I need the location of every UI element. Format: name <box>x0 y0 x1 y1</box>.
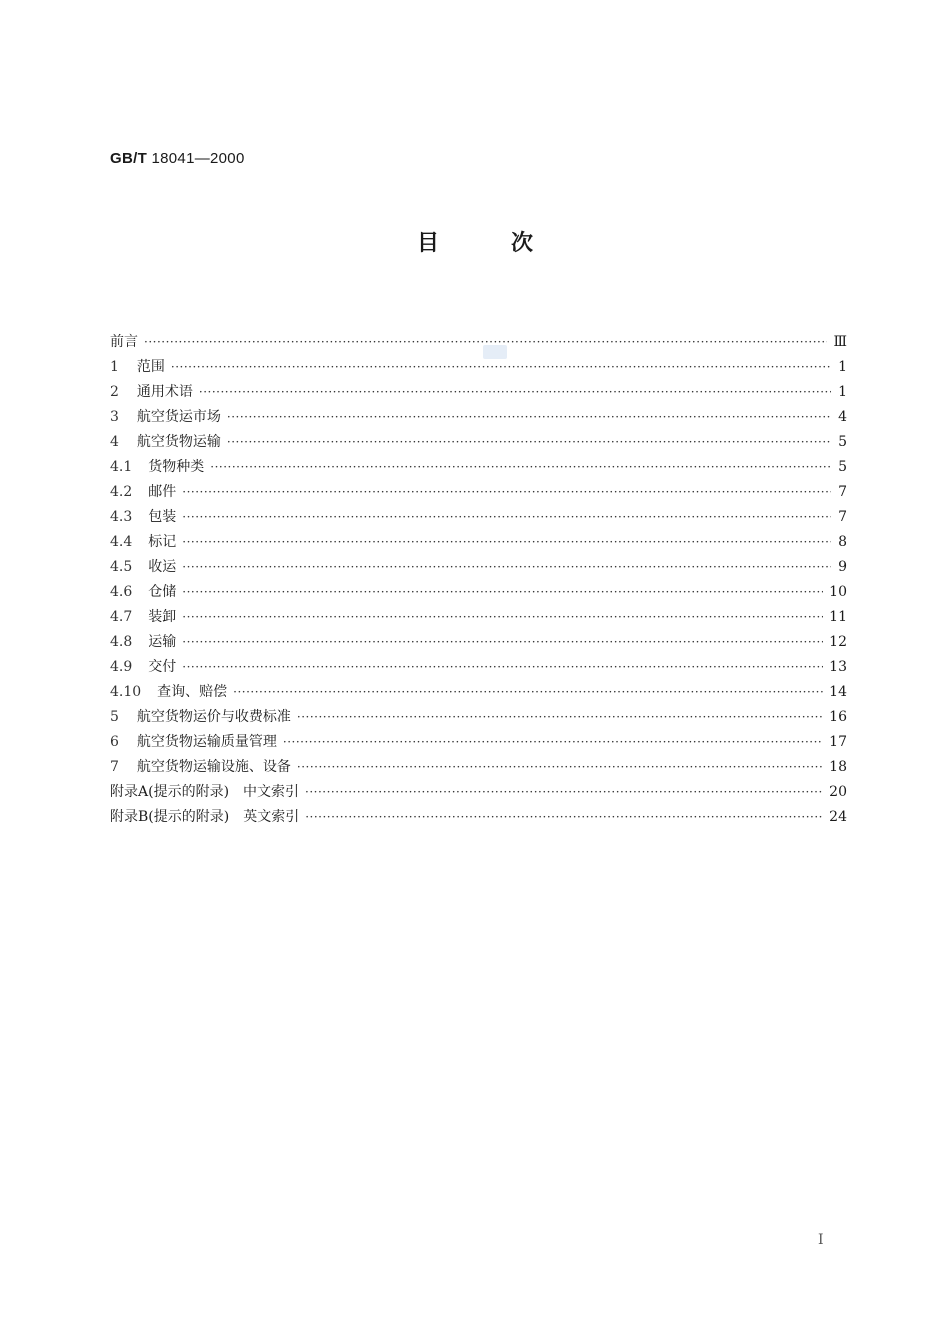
toc-entry-number: 3 <box>110 409 119 425</box>
toc-leader-dots <box>210 455 831 480</box>
toc-entry[interactable] <box>110 630 847 655</box>
toc-entry-label: 标记 <box>148 534 177 550</box>
toc-entry-number: 4.1 <box>110 459 133 475</box>
toc-entry-page: 11 <box>829 609 847 625</box>
toc-entry[interactable] <box>110 505 847 530</box>
toc-entry-label: 航空货物运输质量管理 <box>136 734 277 750</box>
toc-entry[interactable] <box>110 605 847 630</box>
toc-entry-label: 航空货物运价与收费标准 <box>136 709 291 725</box>
toc-entry-page: 13 <box>829 659 847 675</box>
toc-entry-number: 4.9 <box>110 659 133 675</box>
toc-entry-label: 范围 <box>136 359 165 375</box>
toc-entry-number: 4.4 <box>110 534 133 550</box>
toc-entry-label: 仓储 <box>148 584 177 600</box>
toc-entry-number: 4.3 <box>110 509 133 525</box>
toc-entry[interactable] <box>110 330 847 355</box>
toc-entry-label: 通用术语 <box>136 384 193 400</box>
toc-entry-number: 2 <box>110 384 119 400</box>
toc-entry[interactable] <box>110 480 847 505</box>
toc-entry[interactable] <box>110 730 847 755</box>
toc-entry[interactable] <box>110 655 847 680</box>
toc-entry-number: 4.8 <box>110 634 133 650</box>
toc-entry[interactable] <box>110 780 847 805</box>
table-of-contents <box>110 330 847 830</box>
toc-entry-number: 1 <box>110 359 119 375</box>
toc-entry-page: 4 <box>838 409 847 425</box>
toc-entry-page: Ⅲ <box>833 334 847 350</box>
toc-entry-page: 1 <box>838 384 847 400</box>
toc-entry-label: 包装 <box>148 509 177 525</box>
toc-entry-number: 7 <box>110 759 119 775</box>
toc-entry-label: 前言 <box>110 334 138 350</box>
toc-entry-page: 24 <box>829 809 847 825</box>
toc-entry-number: 6 <box>110 734 119 750</box>
toc-entry[interactable] <box>110 530 847 555</box>
toc-entry-page: 18 <box>829 759 847 775</box>
toc-entry-label: 交付 <box>148 659 177 675</box>
toc-entry-page: 7 <box>838 509 847 525</box>
toc-entry-page: 1 <box>838 359 847 375</box>
toc-entry[interactable] <box>110 580 847 605</box>
page-title: 目次 <box>416 231 605 256</box>
standard-prefix: GB/T <box>110 150 148 167</box>
toc-entry-number: 4.7 <box>110 609 133 625</box>
toc-leader-dots <box>227 405 831 430</box>
toc-entry-page: 10 <box>829 584 847 600</box>
toc-entry-page: 7 <box>838 484 847 500</box>
toc-leader-dots <box>305 805 823 830</box>
toc-leader-dots <box>144 330 827 355</box>
toc-entry[interactable] <box>110 355 847 380</box>
toc-leader-dots <box>227 430 831 455</box>
toc-entry[interactable] <box>110 805 847 830</box>
toc-entry[interactable] <box>110 430 847 455</box>
toc-entry-label: 装卸 <box>148 609 177 625</box>
toc-entry-label: 航空货运市场 <box>136 409 221 425</box>
toc-entry-page: 8 <box>838 534 847 550</box>
toc-entry-page: 5 <box>838 459 847 475</box>
toc-leader-dots <box>297 705 823 730</box>
toc-leader-dots <box>297 755 823 780</box>
toc-entry-label: 查询、赔偿 <box>157 684 228 700</box>
toc-entry-number: 4 <box>110 434 119 450</box>
toc-entry-label: 航空货物运输设施、设备 <box>136 759 291 775</box>
toc-entry[interactable] <box>110 380 847 405</box>
toc-entry-number: 4.5 <box>110 559 133 575</box>
toc-leader-dots <box>182 605 823 630</box>
toc-entry-label: 附录B(提示的附录) 英文索引 <box>110 809 300 825</box>
toc-leader-dots <box>182 630 823 655</box>
toc-entry-page: 5 <box>838 434 847 450</box>
toc-entry[interactable] <box>110 455 847 480</box>
toc-entry-label: 运输 <box>148 634 177 650</box>
toc-entry-label: 收运 <box>148 559 177 575</box>
toc-leader-dots <box>182 580 823 605</box>
page-number: Ⅰ <box>818 1232 824 1248</box>
toc-leader-dots <box>171 355 831 380</box>
toc-entry-label: 邮件 <box>148 484 177 500</box>
toc-entry-page: 12 <box>829 634 847 650</box>
toc-entry-page: 17 <box>829 734 847 750</box>
toc-leader-dots <box>233 680 823 705</box>
toc-entry-number: 4.10 <box>110 684 142 700</box>
toc-leader-dots <box>182 505 831 530</box>
toc-leader-dots <box>199 380 831 405</box>
toc-entry[interactable] <box>110 705 847 730</box>
toc-entry-label: 货物种类 <box>148 459 205 475</box>
toc-leader-dots <box>182 555 831 580</box>
toc-leader-dots <box>182 480 831 505</box>
standard-code <box>110 150 245 167</box>
toc-entry-page: 9 <box>838 559 847 575</box>
toc-entry-number: 5 <box>110 709 119 725</box>
toc-entry-label: 航空货物运输 <box>136 434 221 450</box>
toc-entry-label: 附录A(提示的附录) 中文索引 <box>110 784 300 800</box>
toc-entry-page: 14 <box>829 684 847 700</box>
toc-leader-dots <box>182 530 831 555</box>
toc-leader-dots <box>305 780 823 805</box>
toc-leader-dots <box>283 730 823 755</box>
toc-entry-page: 20 <box>829 784 847 800</box>
standard-number: 18041—2000 <box>151 150 245 167</box>
toc-entry-number: 4.6 <box>110 584 133 600</box>
toc-entry-page: 16 <box>829 709 847 725</box>
toc-entry[interactable] <box>110 680 847 705</box>
toc-entry[interactable] <box>110 555 847 580</box>
toc-entry-number: 4.2 <box>110 484 133 500</box>
toc-leader-dots <box>182 655 823 680</box>
toc-entry[interactable] <box>110 755 847 780</box>
toc-entry[interactable] <box>110 405 847 430</box>
